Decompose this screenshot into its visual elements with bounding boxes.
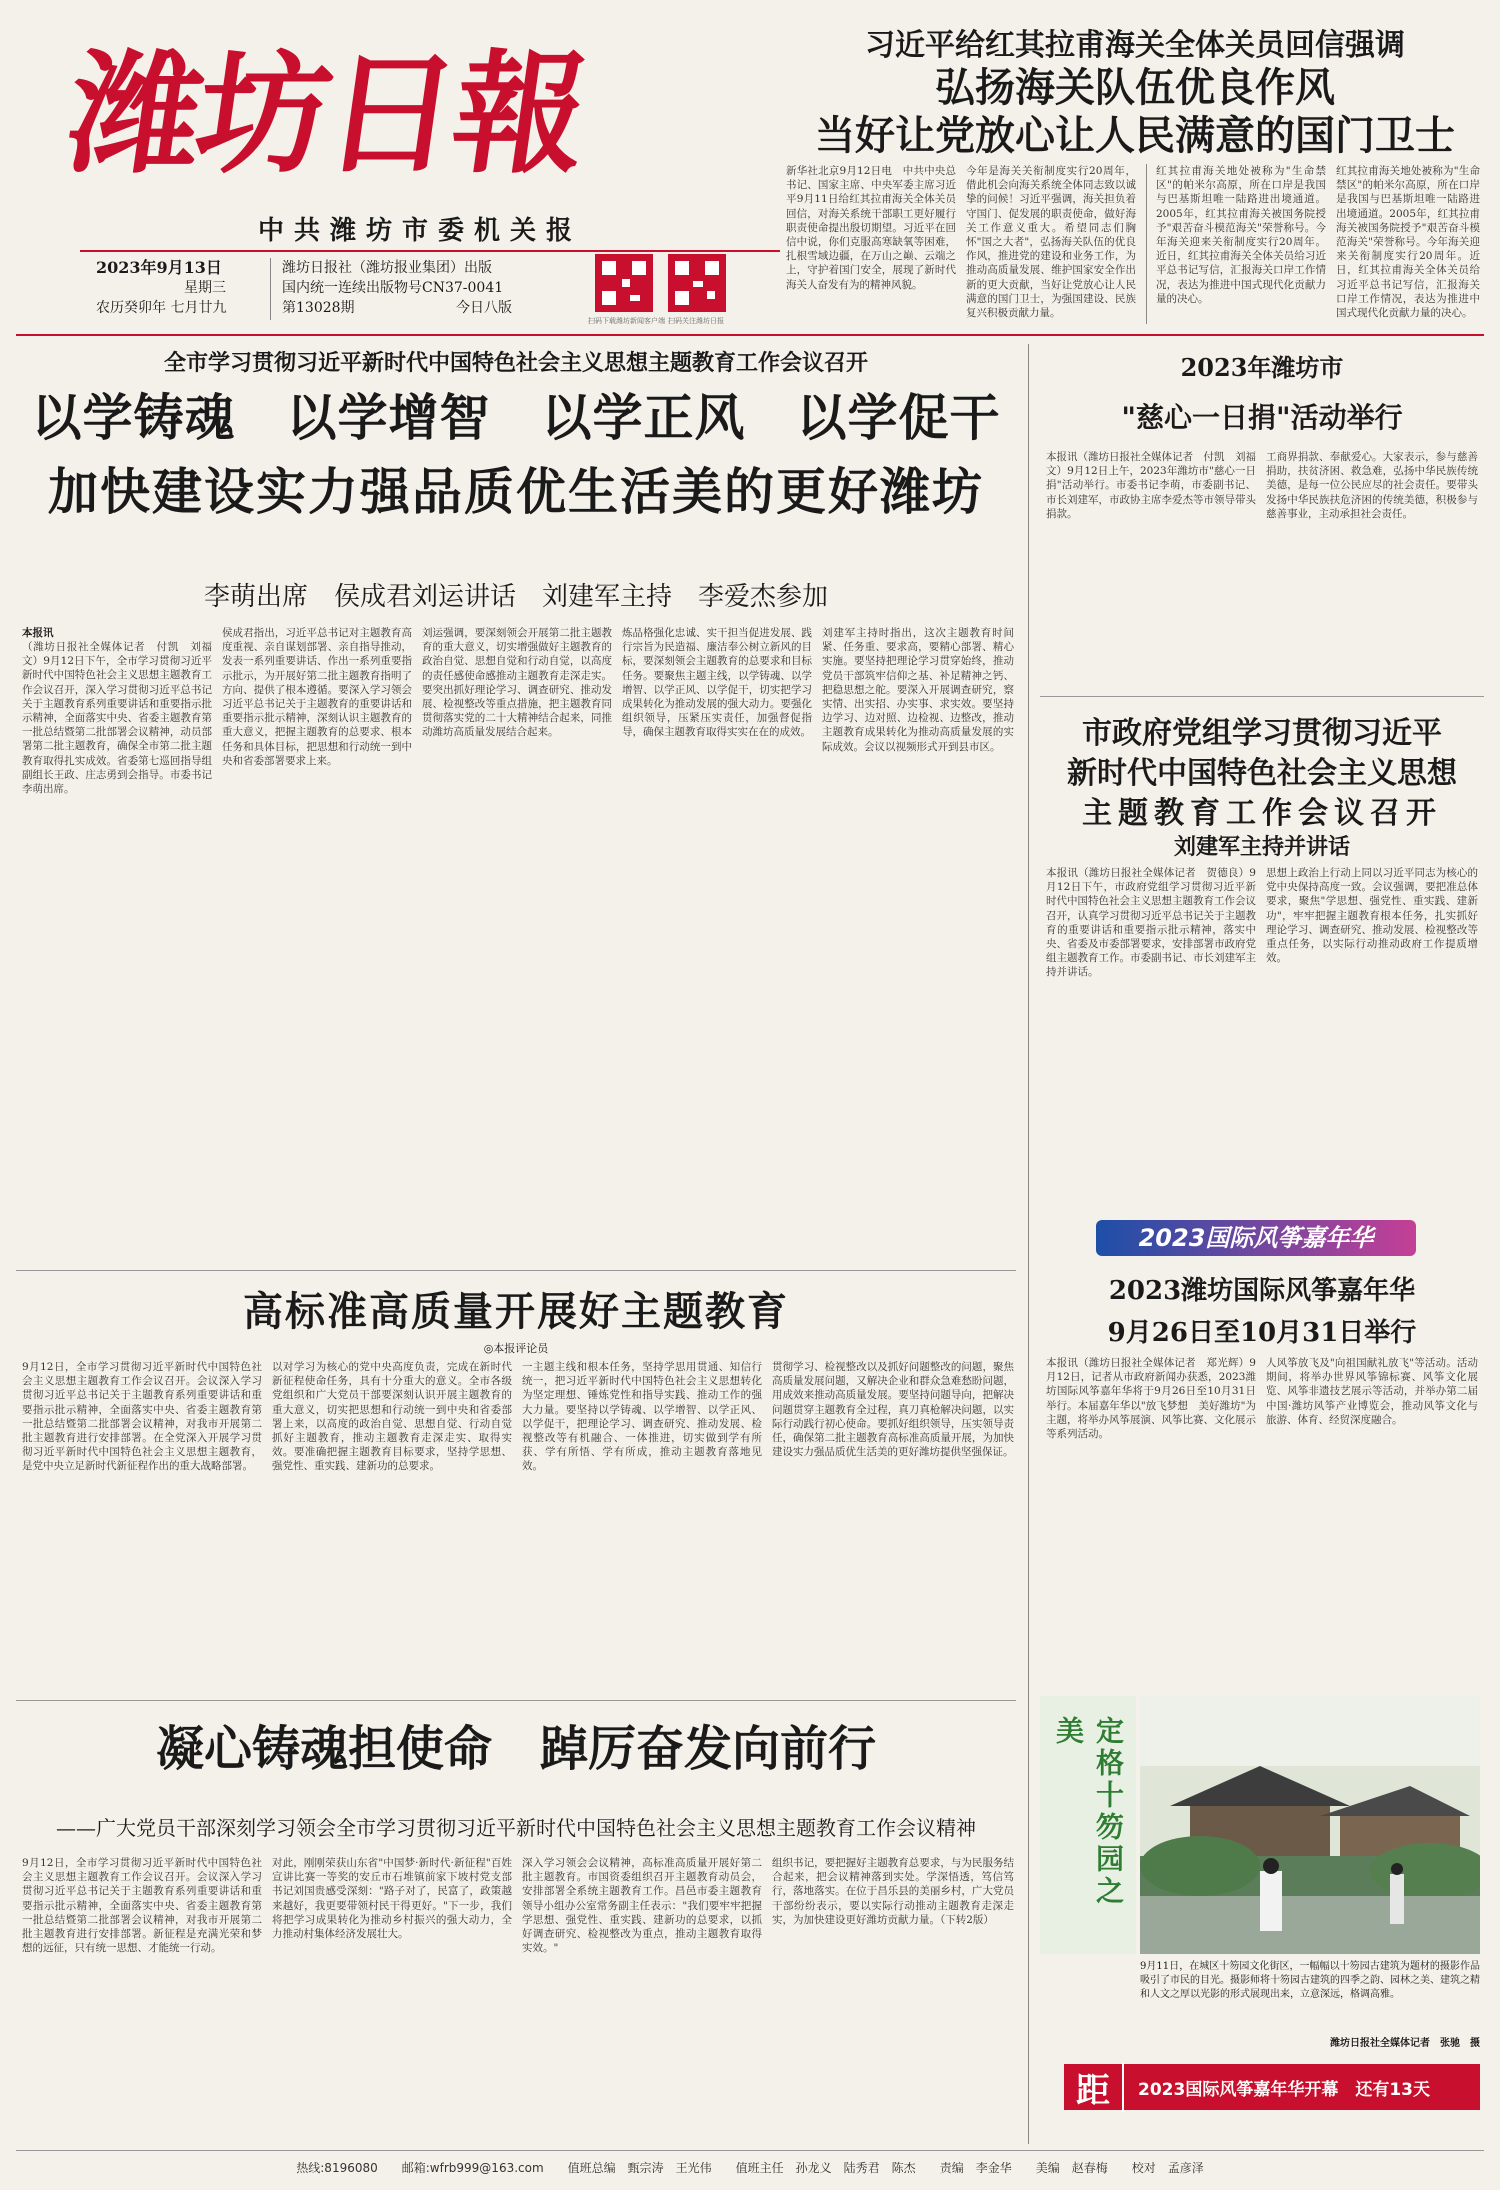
- feature-col-1: 9月12日，全市学习贯彻习近平新时代中国特色社会主义思想主题教育工作会议召开。会议深入学习贯彻习近平总书记关于主题教育系列重要讲话和重要指示批示精神，全面落实中央、省委主题教育第一批总结暨第二批部署会议精神，对我市开展第二批主题教育进行安排部署。新征程是充满光荣和梦想的远征，只有统一思想、才能统一行动。: [22, 1857, 262, 1955]
- top-story-col-1: 新华社北京9月12日电 中共中央总书记、国家主席、中央军委主席习近平9月11日给红其拉甫海关全体关员回信，对海关系统干部职工更好履行职责使命提出殷切期望。习近平在回信中说，你们克服高寒缺氧等困难，扎根雪域边疆，在万山之巅、云端之上，守护着国门安全，展现了新时代海关人奋发有为的精神风貌。: [786, 165, 956, 291]
- masthead-rule: [80, 250, 780, 252]
- commentary-col-4: 贯彻学习、检视整改以及抓好问题整改的问题，聚焦高质量发展问题，又解决企业和群众急难愁盼问题，用成效来推动高质量发展。要坚持问题导向，把解决问题贯穿主题教育全过程，真刀真枪解决问题，以实际行动践行初心使命。要抓好组织领导，压实领导责任，确保第二批主题教育高标准高质量开展，为加快建设实力强品质优生活美的更好潍坊提供坚强保证。: [772, 1361, 1014, 1459]
- publisher-block: [282, 258, 572, 318]
- divider: [270, 258, 271, 320]
- lead-title: 以学铸魂 以学增智 以学正风 以学促干: [31, 388, 1001, 447]
- countdown-label: 距: [1064, 2063, 1124, 2112]
- feature-col-4: 组织书记，要把握好主题教育总要求，与为民服务结合起来，把会议精神落到实处。学深悟透，笃信笃行，落地落实。在位于昌乐县的美丽乡村，广大党员干部纷纷表示，要以实际行动推动主题教育走深走实，为加快建设更好潍坊贡献力量。（下转2版）: [772, 1857, 1014, 1926]
- email: 邮箱:wfrb999@163.com: [401, 2161, 544, 2175]
- kite-col-2: 人风筝放飞及"向祖国献礼放飞"等活动。活动期间，将举办世界风筝锦标赛、风筝文化展览、风筝非遗技艺展示等活动，并举办第二届中国·潍坊风筝产业博览会，推动风筝文化与旅游、体育、经贸深度融合。: [1266, 1357, 1478, 1426]
- kite-col-1: 本报讯（潍坊日报社全媒体记者 郑光辉）9月12日，记者从市政府新闻办获悉，2023潍坊国际风筝嘉年华将于9月26日至10月31日举行。本届嘉年华以"放飞梦想 美好潍坊"为主题，将举办风筝展演、风筝比赛、文化展示等系列活动。: [1046, 1357, 1256, 1441]
- issue-number: 第13028期: [282, 300, 355, 316]
- top-story-col-3: 红其拉甫海关地处被称为"生命禁区"的帕米尔高原，所在口岸是我国与巴基斯坦唯一陆路进出境通道。2005年，红其拉甫海关被国务院授予"艰苦奋斗模范海关"荣誉称号。今年海关迎来关衔制度实行20周年。近日，红其拉甫海关全体关员给习近平总书记写信，汇报海关口岸工作情况，表达为推进中国式现代化贡献力量的决心。: [1156, 165, 1326, 305]
- photo-vertical-caption: 定格十笏园之美: [1052, 1716, 1125, 1908]
- byline: 本报讯: [22, 627, 54, 639]
- lead-subtitle: 李萌出席 侯成君刘运讲话 刘建军主持 李爱杰参加: [203, 582, 828, 612]
- charity-col-1: 本报讯（潍坊日报社全媒体记者 付凯 刘福文）9月12日上午，2023年潍坊市"慈心一日捐"活动举行。市委书记李萌，市委副书记、市长刘建军，市政协主席李爱杰等市领导带头捐款。: [1046, 451, 1256, 520]
- top-story-col-2: 今年是海关关衔制度实行20周年，借此机会向海关系统全体同志致以诚挚的问候！习近平强调，海关担负着守国门、促发展的职责使命，做好海关工作意义重大。希望同志们胸怀"国之大者"，弘扬海关队伍的优良作风，推进党的建设和业务工作，为推动高质量发展、维护国家安全作出新的更大贡献，当好让党放心让人民满意的国门卫士，为强国建设、民族复兴积极贡献力量。: [966, 165, 1136, 320]
- charity-col-2: 工商界捐款、奉献爱心。大家表示，参与慈善捐助，扶贫济困、救急难，弘扬中华民族传统美德，是每一位公民应尽的社会责任。要带头发扬中华民族扶危济困的传统美德，积极参与慈善事业，主动承担社会责任。: [1266, 451, 1478, 520]
- section-rule: [16, 1270, 1016, 1271]
- publisher: 潍坊日报社（潍坊报业集团）出版: [282, 260, 492, 276]
- lead-byline-block: [22, 626, 212, 640]
- footer: [16, 2150, 1484, 2176]
- photo-caption: 9月11日，在城区十笏园文化街区，一幅幅以十笏园古建筑为题材的摄影作品吸引了市民的目光。摄影师将十笏园古建筑的四季之韵、园林之美、建筑之精和人文之厚以光影的形式展现出来，立意深远，格调高雅。: [1140, 1961, 1480, 2000]
- charity-title: 2023年潍坊市: [1180, 353, 1344, 382]
- proofreader: 校对 孟彦泽: [1131, 2161, 1204, 2175]
- kite-festival-banner: 2023国际风筝嘉年华: [1096, 1220, 1416, 1256]
- govt-title-2: 新时代中国特色社会主义思想: [1067, 756, 1457, 791]
- garden-photo: [1140, 1696, 1480, 1954]
- lead-col-3: 刘运强调，要深刻领会开展第二批主题教育的重大意义，切实增强做好主题教育的政治自觉、思想自觉和行动自觉，以高度的责任感使命感推动主题教育走深走实。要突出抓好理论学习、调查研究、推动发展、检视整改等重点措施，把主题教育同贯彻落实党的二十大精神结合起来，同推动潍坊高质量发展结合起来。: [422, 627, 612, 739]
- chief-editor: 值班总编 甄宗涛 王光伟: [567, 2161, 712, 2175]
- qr-wechat-label: 扫码关注潍坊日报: [668, 317, 724, 325]
- designer: 美编 赵春梅: [1035, 2161, 1108, 2175]
- masthead-subtitle: 中共潍坊市委机关报: [257, 216, 582, 246]
- commentary-col-1: 9月12日，全市学习贯彻习近平新时代中国特色社会主义思想主题教育工作会议召开。会议深入学习贯彻习近平总书记关于主题教育系列重要讲话和重要指示批示精神，全面落实中央、省委主题教育第一批总结暨第二批部署会议精神，对我市开展第二批主题教育进行安排部署。在全党深入开展学习贯彻习近平新时代中国特色社会主义思想主题教育，是党中央立足新时代新征程作出的重大战略部署。: [22, 1361, 262, 1473]
- lead-col-2: 侯成君指出，习近平总书记对主题教育高度重视、亲自谋划部署、亲自指导推动，发表一系列重要讲话、作出一系列重要指示批示，为开展好第二批主题教育指明了方向、提供了根本遵循。要深入学习领会习近平总书记关于主题教育的重要讲话和重要指示批示精神，深刻认识主题教育的重大意义，把握主题教育的总要求、根本任务和具体目标，把思想和行动统一到中央和省委部署要求上来。: [222, 627, 412, 767]
- feature-title: 凝心铸魂担使命 踔厉奋发向前行: [155, 1721, 876, 1777]
- qr-code-app[interactable]: [595, 254, 653, 312]
- editor: 责编 李金华: [939, 2161, 1012, 2175]
- feature-col-2: 对此，刚刚荣获山东省"中国梦·新时代·新征程"百姓宣讲比赛一等奖的安丘市石堆镇前家下坡村党支部书记刘国贵感受深刻："路子对了，民富了，政策越来越好，我更要带领村民干得更好。"下一步，我们将把学习成果转化为推动乡村振兴的强大动力，全力推动村集体经济发展壮大。: [272, 1857, 512, 1941]
- feature-col-3: 深入学习领会会议精神，高标准高质量开展好第二批主题教育。市国资委组织召开主题教育动员会，安排部署全系统主题教育工作。昌邑市委主题教育领导小组办公室常务副主任表示："我们要牢牢把握学思想、强党性、重实践、建新功的总要求，以抓好调查研究、检视整改为重点，推动主题教育取得实效。": [522, 1857, 762, 1955]
- top-story-col-4: 红其拉甫海关地处被称为"生命禁区"的帕米尔高原，所在口岸是我国与巴基斯坦唯一陆路进出境通道。2005年，红其拉甫海关被国务院授予"艰苦奋斗模范海关"荣誉称号。今年海关迎来关衔制度实行20周年。近日，红其拉甫海关全体关员给习近平总书记写信，汇报海关口岸工作情况，表达为推进中国式现代化贡献力量的决心。: [1336, 165, 1480, 320]
- feature-subtitle: ——广大党员干部深刻学习领会全市学习贯彻习近平新时代中国特色社会主义思想主题教育工作会议精神: [56, 1816, 976, 1840]
- govt-subtitle: 刘建军主持并讲话: [1173, 834, 1350, 860]
- section-rule: [16, 1700, 1016, 1701]
- hotline: 热线:8196080: [296, 2161, 378, 2175]
- weekday: 星期三: [184, 280, 226, 296]
- top-story-title-2: 当好让党放心让人民满意的国门卫士: [815, 112, 1455, 159]
- lead-kicker: 全市学习贯彻习近平新时代中国特色社会主义思想主题教育工作会议召开: [163, 350, 868, 376]
- newspaper-logo: 潍坊日報: [59, 37, 593, 192]
- lunar-date: 农历癸卯年 七月廿九: [96, 300, 227, 316]
- commentary-byline: ◎本报评论员: [483, 1342, 549, 1355]
- commentary-col-2: 以对学习为核心的党中央高度负责，完成在新时代新征程使命任务，具有十分重大的意义。全市各级党组织和广大党员干部要深刻认识开展主题教育的重大意义，切实把思想和行动统一到中央和省委部署上来，以高度的政治自觉、思想自觉、行动自觉抓好主题教育，推动主题教育走深走实、取得实效。要准确把握主题教育目标要求，坚持学思想、强党性、重实践、建新功的总要求。: [272, 1361, 512, 1473]
- govt-title-3: 主题教育工作会议召开: [1082, 796, 1442, 831]
- lead-col-4: 炼品格强化忠诚、实干担当促进发展、践行宗旨为民造福、廉洁奉公树立新风的目标，要深刻领会主题教育的总要求和目标任务。要聚焦主题主线，以学铸魂、以学增智、以学正风、以学促干，切实把学习成果转化为推动发展的强大动力。要强化组织领导，压紧压实责任，加强督促指导，确保主题教育取得实实在在的成效。: [622, 627, 812, 739]
- commentary-title: 高标准高质量开展好主题教育: [243, 1288, 789, 1335]
- charity-title-2: "慈心一日捐"活动举行: [1121, 401, 1403, 434]
- section-rule: [1040, 696, 1484, 697]
- divider: [1146, 164, 1147, 324]
- lead-col-5: 刘建军主持时指出，这次主题教育时间紧、任务重、要求高，要精心部署、精心实施。要坚持把理论学习贯穿始终，推动党员干部筑牢信仰之基、补足精神之钙、把稳思想之舵。要深入开展调查研究，察实情、出实招、办实事、求实效。要坚持边学习、边对照、边检视、边整改，推动主题教育成果转化为推动高质量发展的实际成效。会议以视频形式开到县市区。: [822, 627, 1014, 753]
- lead-col-1: （潍坊日报社全媒体记者 付凯 刘福文）9月12日下午，全市学习贯彻习近平新时代中国特色社会主义思想主题教育工作会议召开，深入学习贯彻习近平总书记关于主题教育系列重要讲话和重要指示批示精神，全面落实中央、省委主题教育第一批总结暨第二批部署会议精神，动员部署第二批主题教育，确保全市第二批主题教育取得扎实成效。省委第七巡回指导组副组长王政、庄志勇到会指导。市委书记李萌出席。: [22, 641, 212, 796]
- top-story-kicker: 习近平给红其拉甫海关全体关员回信强调: [865, 28, 1405, 63]
- kite-title: 2023潍坊国际风筝嘉年华: [1108, 1276, 1416, 1306]
- govt-col-1: 本报讯（潍坊日报社全媒体记者 贺德良）9月12日下午，市政府党组学习贯彻习近平新时代中国特色社会主义思想主题教育工作会议召开，认真学习贯彻习近平总书记关于主题教育的重要讲话和重要指示批示精神，落实中央、省委及市委部署要求，安排部署市政府党组主题教育工作。市委副书记、市长刘建军主持并讲话。: [1046, 867, 1256, 979]
- masthead-bottom-rule: [16, 334, 1484, 336]
- govt-title: 市政府党组学习贯彻习近平: [1082, 716, 1442, 751]
- govt-col-2: 思想上政治上行动上同以习近平同志为核心的党中央保持高度一致。会议强调，要把准总体要求，聚焦"学思想、强党性、重实践、建新功"，牢牢把握主题教育根本任务，扎实抓好理论学习、调查研究、推动发展、检视整改等重点任务，以实际行动推动政府工作提质增效。: [1266, 867, 1478, 965]
- qr-app-label: 扫码下载潍坊新闻客户端: [588, 317, 665, 325]
- date: 2023年9月13日: [96, 258, 222, 277]
- photo-credit: 潍坊日报社全媒体记者 张驰 摄: [1330, 2038, 1480, 2049]
- photo-caption-sidebar: [1040, 1696, 1136, 1954]
- cn-number: 国内统一连续出版物号CN37-0041: [282, 280, 504, 296]
- duty-director: 值班主任 孙龙义 陆秀君 陈杰: [735, 2161, 916, 2175]
- column-divider: [1028, 344, 1029, 2144]
- qr-code-wechat[interactable]: [668, 254, 726, 312]
- date-block: [96, 258, 266, 318]
- top-story-title: 弘扬海关队伍优良作风: [935, 64, 1335, 111]
- page-count: 今日八版: [456, 300, 512, 316]
- commentary-col-3: 一主题主线和根本任务，坚持学思用贯通、知信行统一，把习近平新时代中国特色社会主义思想转化为坚定理想、锤炼党性和指导实践、推动工作的强大力量。要坚持以学铸魂、以学增智、以学正风、以学促干，把理论学习、调查研究、推动发展、检视整改等有机融合、一体推进，切实做到学有所获、学有所悟、学有所成，推动主题教育落地见效。: [522, 1361, 762, 1473]
- countdown-text: 2023国际风筝嘉年华开幕 还有13天: [1138, 2079, 1430, 2100]
- countdown-bar: [1064, 2064, 1480, 2110]
- garden-photo-illustration: [1140, 1696, 1480, 1954]
- kite-title-2: 9月26日至10月31日举行: [1107, 1318, 1417, 1348]
- lead-title-2: 加快建设实力强品质优生活美的更好潍坊: [48, 462, 984, 521]
